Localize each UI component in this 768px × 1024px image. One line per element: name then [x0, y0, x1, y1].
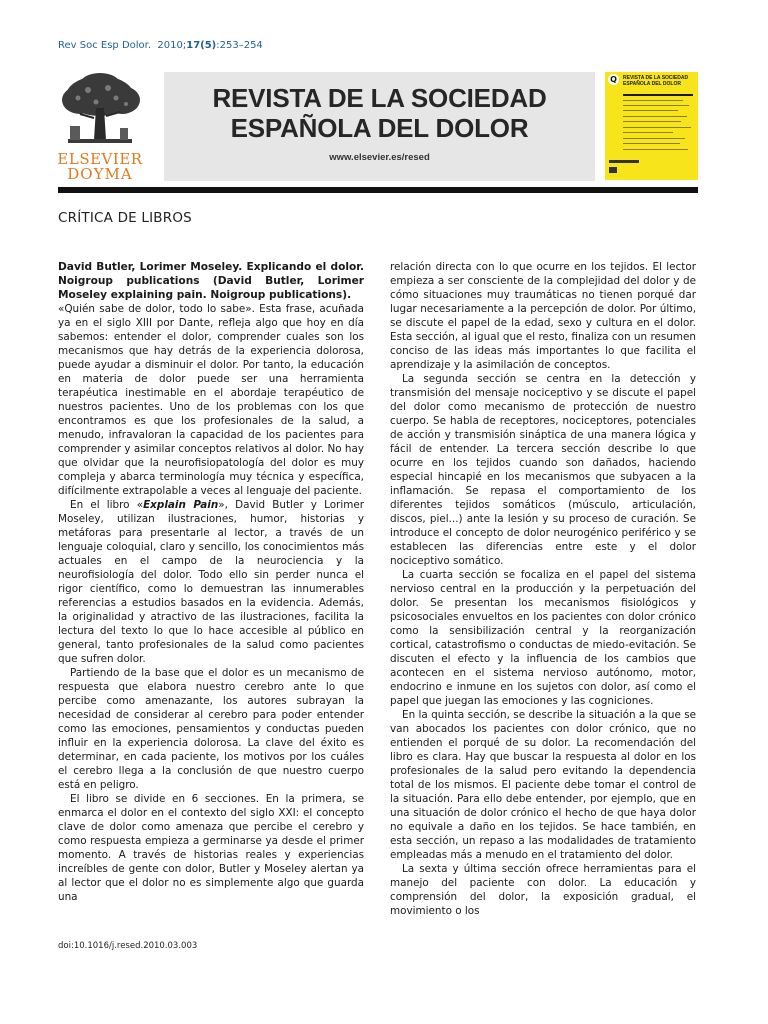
- review-title: David Butler, Lorimer Moseley. Explicando el dolor. Noigroup publications (David Butler, Lorimer Moseley explaining pain. Noigroup publications).: [58, 261, 364, 301]
- cover-text-line: [623, 149, 688, 150]
- paragraph: En la quinta sección, se describe la situación a la que se van abocados los pacientes con dolor crónico, que no entienden el porqué de su dolor. La recomendación del libro es clara. Hay que buscar la respuesta al dolor en los profesionales de la salud pero evitando la dependencia total de los mismos. El paciente debe tomar el control de la situación. Para ello debe entender, por ejemplo, que en una situación de dolor crónico el hecho de que haya dolor no equivale a daño en los tejidos. Se hace también, en esta sección, un repaso a las modalidades de tratamiento empleadas más a menudo en el tratamiento del dolor.: [390, 709, 696, 861]
- paragraph: Partiendo de la base que el dolor es un mecanismo de respuesta que elabora nuestro cerebro ante lo que percibe como amenazante, los autores subrayan la necesidad de considerar al cerebro para poder entender como las emociones, pensamientos y conductas pueden influir en la experiencia dolorosa. La clave del éxito es determinar, en cada paciente, los motivos por los cuáles el cerebro llega a la conclusión de que nuestro cuerpo está en peligro.: [58, 667, 364, 791]
- cover-text-line: [623, 138, 685, 139]
- paragraph: La cuarta sección se focaliza en el papel del sistema nervioso central en la producción y la perpetuación del dolor. Se presentan los mecanismos fisiológicos y psicosociales envueltos en los pacientes con dolor crónico como la sensibilización central y la reorganización cortical, catastrofismo o conductas de miedo-evitación. Se discuten el efecto y la influencia de los cambios que acontecen en el sistema nervioso autónomo, motor, endocrino e inmune en los sujetos con dolor, así como el papel que juegan las emociones y las cogniciones.: [390, 569, 696, 707]
- section-heading: CRÍTICA DE LIBROS: [58, 210, 192, 226]
- cover-footer-mark: [609, 167, 617, 173]
- cover-footer-mark: [609, 160, 639, 163]
- header-rule: [58, 187, 698, 193]
- journal-cover-thumbnail: [605, 72, 698, 180]
- cover-text-line: [623, 110, 678, 111]
- citation: Rev Soc Esp Dolor. 2010;17(5):253–254: [58, 40, 263, 51]
- cover-text-line: [623, 121, 681, 122]
- cover-text-line: [623, 100, 683, 101]
- cover-text-line: [623, 105, 689, 106]
- cover-text-line: [623, 127, 691, 128]
- tree-icon: [50, 70, 150, 150]
- cover-text-line: [623, 116, 687, 117]
- journal-url[interactable]: www.elsevier.es/resed: [329, 152, 430, 163]
- elsevier-doyma-logo: [50, 70, 150, 182]
- cover-rule: [623, 94, 693, 96]
- doi[interactable]: doi:10.1016/j.resed.2010.03.003: [58, 941, 198, 951]
- paragraph: La segunda sección se centra en la detección y transmisión del mensaje nociceptivo y se discute el papel del dolor como mecanismo de protección de nuestro cuerpo. Se habla de receptores, nociceptores, potenciales de acción y transmisión sináptica de una manera lógica y fácil de entender. La tercera sección describe lo que ocurre en los tejidos cuando son dañados, haciendo especial hincapié en los mecanismos que subyacen a la inflamación. Se repasa el comportamiento de los diferentes tejidos somáticos (músculo, articulación, discos, piel...) ante la lesión y su proceso de curación. Se introduce el concepto de dolor neurogénico periférico y se establecen las diferencias entre este y el dolor nociceptivo somático.: [390, 373, 696, 567]
- cover-badge: Q: [608, 74, 619, 85]
- article-column-right: [390, 260, 696, 918]
- publisher-name: ELSEVIER: [57, 150, 143, 168]
- publisher-imprint: DOYMA: [67, 165, 133, 183]
- cover-text-line: [623, 132, 673, 133]
- paragraph: La sexta y última sección ofrece herramientas para el manejo del paciente con dolor. La educación y comprensión del dolor, la exposición gradual, el movimiento o los: [390, 863, 696, 917]
- paragraph: El libro se divide en 6 secciones. En la primera, se enmarca el dolor en el contexto del siglo XXI: el concepto clave de dolor como amenaza que percibe el cerebro y como respuesta empieza a germinarse ya desde el primer momento. A través de historias reales y experiencias increíbles de gente con dolor, Butler y Moseley alertan ya al lector que el dolor no es simplemente algo que guarda una: [58, 793, 364, 903]
- paragraph: «Quién sabe de dolor, todo lo sabe». Esta frase, acuñada ya en el siglo XIII por Dante, refleja algo que hoy en día sabemos: entender el dolor, comprender cuales son los mecanismos que hay detrás de la experiencia dolorosa, puede ayudar a disminuir el dolor. Por tanto, la educación en materia de dolor puede ser una herramienta terapéutica inestimable en el abordaje terapéutico de nuestros pacientes. Uno de los problemas con los que encontramos es que los profesionales de la salud, a menudo, infravaloran la capacidad de los pacientes para comprender y asimilar conceptos relativos al dolor. No hay que olvidar que la neurofisiopatología del dolor es muy compleja y abarca terminología muy técnica y específica, difícilmente extrapolable a veces al lenguaje del paciente.: [58, 303, 364, 497]
- journal-title: REVISTA DE LA SOCIEDAD ESPAÑOLA DEL DOLOR: [212, 83, 547, 143]
- cover-title: REVISTA DE LA SOCIEDAD ESPAÑOLA DEL DOLOR: [623, 75, 689, 87]
- journal-banner: [164, 72, 595, 181]
- paragraph: relación directa con lo que ocurre en los tejidos. El lector empieza a ser consciente de la complejidad del dolor y de cómo situaciones muy traumáticas no tienen porqué dar lugar necesariamente a la percepción de dolor. Por último, se discute el papel de la edad, sexo y cultura en el dolor. Esta sección, al igual que el resto, finaliza con un resumen conciso de las ideas más importantes lo que facilita el aprendizaje y la asimilación de conceptos.: [390, 261, 696, 371]
- paragraph: En el libro «Explain Pain», David Butler y Lorimer Moseley, utilizan ilustraciones, humor, historias y metáforas para presentarle al lector, a través de un lenguaje coloquial, claro y sencillo, los conocimientos más actuales en el campo de la neurociencia y la neurofisiología del dolor. Todo ello sin perder nunca el rigor científico, como lo demuestran las innumerables referencias a estudios basados en la evidencia. Además, la originalidad y atractivo de las ilustraciones, facilita la lectura del texto lo que lo hace accesible al público en general, tanto profesionales de la salud como pacientes que sufren dolor.: [58, 499, 365, 665]
- article-column-left: [58, 260, 364, 904]
- cover-text-line: [623, 143, 680, 144]
